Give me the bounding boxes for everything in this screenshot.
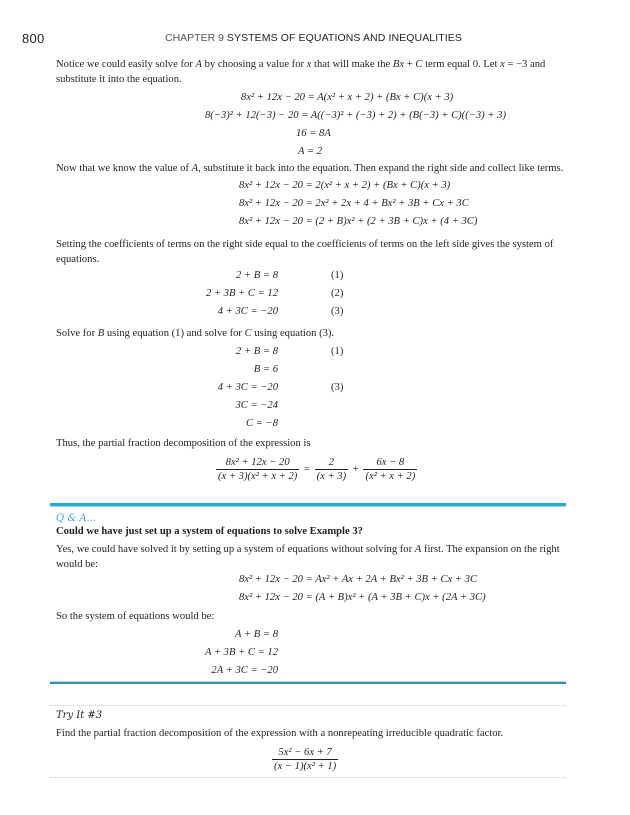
text: Now that we know the value of xyxy=(56,163,192,174)
solve-equation-1: 2 + B = 8 xyxy=(236,346,278,357)
qa-system-equation-2: A + 3B + C = 12 xyxy=(204,647,278,658)
system-equation-2: 2 + 3B + C = 12 xyxy=(205,288,278,299)
qa-expansion-2: 8x² + 12x − 20 = (A + B)x² + (A + 3B + C)x + (2A + 3C) xyxy=(239,592,486,603)
decomposition-equation xyxy=(216,457,417,482)
qa-top-rule xyxy=(50,503,566,506)
term1-fraction xyxy=(315,457,349,482)
equation-step1-1: 8x² + 12x − 20 = A(x² + x + 2) + (Bx + C)(x + 3) xyxy=(241,92,454,103)
tryit-expression xyxy=(272,747,338,772)
text: term equal 0. Let xyxy=(422,59,501,70)
qa-bottom-rule xyxy=(50,681,566,684)
equation-step1-2: 8(−3)² + 12(−3) − 20 = A((−3)² + (−3) + 2) + (B(−3) + C)((−3) + 3) xyxy=(205,110,506,121)
equals-sign: = xyxy=(303,463,310,475)
var-A: A xyxy=(414,544,422,555)
qa-answer xyxy=(56,543,566,572)
equation-number-3: (3) xyxy=(331,306,344,317)
tryit-denominator: (x − 1)(x² + 1) xyxy=(274,761,337,772)
term2-denominator: (x² + x + 2) xyxy=(365,471,416,482)
qa-system-equation-3: 2A + 3C = −20 xyxy=(211,665,278,676)
plus-sign: + xyxy=(352,463,359,475)
text: , substitute it back into the equation. Then expand the right side and collect like terms. xyxy=(198,163,564,174)
term2-fraction xyxy=(363,457,417,482)
paragraph-thus: Thus, the partial fraction decomposition of the expression is xyxy=(56,438,311,449)
equation-number-1: (1) xyxy=(331,270,344,281)
text: Notice we could easily solve for xyxy=(56,59,196,70)
term2-numerator: 6x − 8 xyxy=(363,457,417,470)
tryit-bottom-rule xyxy=(50,777,566,778)
text: Solve for xyxy=(56,328,98,339)
solve-equation-number-3: (3) xyxy=(331,382,344,393)
solve-equation-3: 4 + 3C = −20 xyxy=(217,382,278,393)
text: by choosing a value for xyxy=(201,59,307,70)
equation-number-2: (2) xyxy=(331,288,344,299)
text: Yes, we could have solved it by setting up a system of equations without solving for xyxy=(56,544,415,555)
text: first. The expansion on the right would be: xyxy=(56,544,560,570)
chapter-header xyxy=(165,32,462,44)
lhs-denominator: (x + 3)(x² + x + 2) xyxy=(218,471,298,482)
chapter-label: CHAPTER 9 xyxy=(165,32,224,44)
intro-paragraph xyxy=(56,58,566,87)
var-A: A xyxy=(191,163,199,174)
qa-expansion-1: 8x² + 12x − 20 = Ax² + Ax + 2A + Bx² + 3B + Cx + 3C xyxy=(239,574,478,585)
system-equation-3: 4 + 3C = −20 xyxy=(217,306,278,317)
paragraph-substitute xyxy=(56,162,566,177)
var-x: x xyxy=(306,59,312,70)
equation-step2-2: 8x² + 12x − 20 = 2x² + 2x + 4 + Bx² + 3B + Cx + 3C xyxy=(239,198,469,209)
equation-step2-3: 8x² + 12x − 20 = (2 + B)x² + (2 + 3B + C)x + (4 + 3C) xyxy=(239,216,478,227)
term-bx: Bx xyxy=(392,59,405,70)
qa-system-intro: So the system of equations would be: xyxy=(56,611,215,622)
text: that will make the xyxy=(311,59,393,70)
chapter-title: SYSTEMS OF EQUATIONS AND INEQUALITIES xyxy=(226,32,462,44)
var-A: A xyxy=(195,59,202,70)
text: = −3 and substitute it into the equation. xyxy=(56,59,546,85)
var-C: C xyxy=(415,59,423,70)
qa-system-equation-1: A + B = 8 xyxy=(235,629,278,640)
tryit-fraction xyxy=(272,747,338,772)
solve-equation-4: 3C = −24 xyxy=(235,400,278,411)
lhs-numerator: 8x² + 12x − 20 xyxy=(216,457,299,470)
equation-step1-4: A = 2 xyxy=(298,146,323,157)
term1-denominator: (x + 3) xyxy=(316,471,347,482)
equation-step1-3: 16 = 8A xyxy=(296,128,331,139)
tryit-label: Try It #3 xyxy=(56,710,103,721)
qa-label: Q & A... xyxy=(56,513,97,524)
term1-numerator: 2 xyxy=(315,457,349,470)
tryit-numerator: 5x² − 6x + 7 xyxy=(272,747,338,760)
text: using equation (3). xyxy=(251,328,335,339)
tryit-top-rule xyxy=(50,705,566,706)
solve-equation-5: C = −8 xyxy=(246,418,278,429)
solve-equation-2: B = 6 xyxy=(253,364,278,375)
text: + xyxy=(404,59,416,70)
equation-step2-1: 8x² + 12x − 20 = 2(x² + x + 2) + (Bx + C)(x + 3) xyxy=(239,180,451,191)
qa-question: Could we have just set up a system of equations to solve Example 3? xyxy=(56,526,363,537)
page-number: 800 xyxy=(22,31,45,46)
tryit-prompt: Find the partial fraction decomposition of the expression with a nonrepeating irreducible quadratic factor. xyxy=(56,728,504,739)
text: using equation (1) and solve for xyxy=(104,328,245,339)
solve-equation-number-1: (1) xyxy=(331,346,344,357)
var-C: C xyxy=(244,328,252,339)
lhs-fraction xyxy=(216,457,299,482)
var-x: x xyxy=(500,59,505,70)
paragraph-coefficients: Setting the coefficients of terms on the right side equal to the coefficients of terms on the left side gives the system of equations. xyxy=(56,239,554,265)
var-B: B xyxy=(97,328,105,339)
system-equation-1: 2 + B = 8 xyxy=(236,270,278,281)
paragraph-solve xyxy=(56,327,566,342)
